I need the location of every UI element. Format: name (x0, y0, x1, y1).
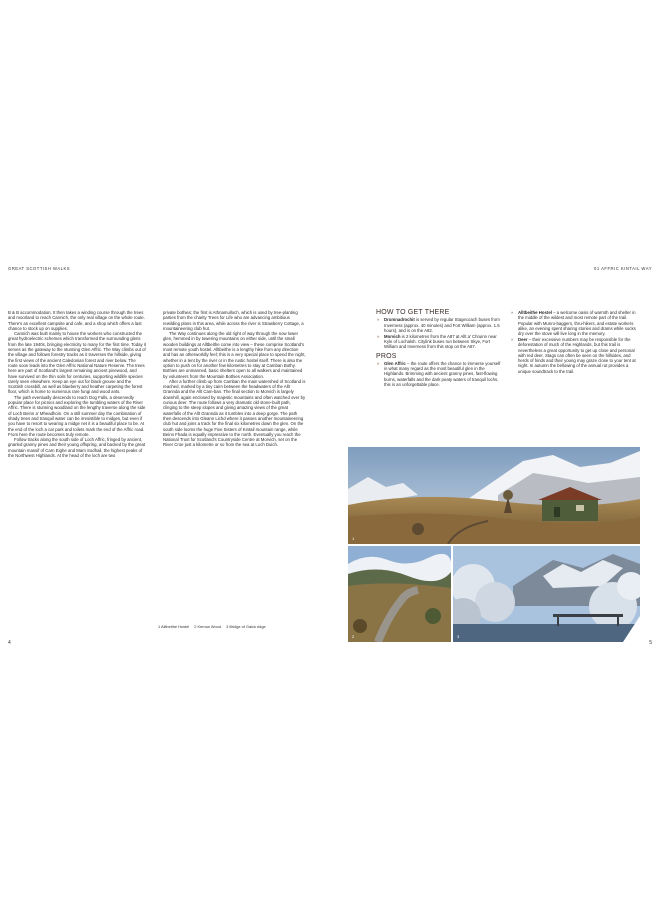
running-head-left: GREAT SCOTTISH WALKS (8, 266, 71, 271)
left-column-1 (8, 310, 146, 458)
paragraph: The Way continues along the old right of way through the now lower glen, hemmed in by towering mountains on either side, until the small wooden buildings at Alltbeithe come into view – these comprise Scotland's most remote youth hostel. Alltbeithe is a lengthy hike from any direction and has an otherworldly feel; this is a very special place to spend the night, whether in a tent by the river or in the rustic hostel itself. There is also the option to push on for another few kilometres to stay at Camban Bothy. Bothies are unmanned, basic shelters open to all walkers and maintained by volunteers from the Mountain Bothies Association. (163, 331, 306, 379)
hostel-landscape-image (348, 447, 640, 544)
photo-captions (158, 624, 270, 629)
list-item: » Deer – their excessive numbers may be responsible for the deforestation of much of the Highlands, but this trail is nevertheless a great opportunity to get up close and personal with red deer. Stags can often be seen on the hillsides, and herds of hinds and their young may graze close to your tent at night. In autumn the bellowing of the annual rut provides a unique soundtrack to the trail. (510, 337, 640, 374)
paragraph: Follow tracks along the south side of Loch Affric, fringed by ancient, gnarled granny pines and their young offspring, and backed by the great mountain massif of Carn Eighe and Mam Sodhail, the highest peaks of the Northwest Highlands. At the head of the loch are two (8, 437, 146, 459)
paragraph: The path eventually descends to reach Dog Falls, a deservedly popular place for picnics and exploring the tumbling waters of the River Affric. There is stunning woodland on the lengthy traverse along the side of Loch Beinn a' Mheadhoin. On a still summer day the combination of shady trees and tranquil water can be irresistible to midges, but even if you have to resort to wearing a midge net it is a beautiful place to be. At the end of the loch a car park and toilets mark the end of the Affric road. From here the route becomes truly remote. (8, 394, 146, 437)
paragraph: After a further climb up from Camban the main watershed of Scotland is reached, marked by a tiny cairn between the headwaters of the Allt Grannda and the Allt Cam-ban. The final section to Morvich is largely downhill, again enclosed by majestic mountains and often watched over by curious deer. The route follows a very dramatic old stone-built path, clinging to the steep slopes and giving amazing views of the great waterfalls of the Allt Grannda as it tumbles into a deep gorge. The path then descends into Gleann Lichd where it passes another mountaineering club hut and joins a track for the final six kilometres down the glen. On the south side looms the huge Five Sisters of Kintail mountain range, while Beinn Fhada is equally impressive to the north. Eventually you reach the National Trust for Scotland's Countryside Centre at Morvich, set on the River Croe just a kilometre or so from the sea at Loch Duich. (163, 378, 306, 448)
pros-list-continued (510, 310, 640, 374)
pros-list (376, 361, 504, 387)
list-item: » Morvich is 2 kilometres from the A87 at Allt a' Chruinn near Kyle of Lochalsh. Citylink buses run between Skye, Fort William and Inverness from this stop on the A87. (376, 334, 504, 350)
list-item: » Alltbeithe Hostel – a welcome oasis of warmth and shelter in the middle of the wildest and most remote part of the trail. Popular with Munro-baggers, thru-hikers, and estate workers alike, an evening spent sharing stories and drams while socks dry over the stove will live long in the memory. (510, 310, 640, 336)
running-head-right: 01 AFFRIC KINTAIL WAY (594, 266, 652, 271)
right-page (330, 0, 660, 900)
pros-heading: PROS (376, 352, 397, 360)
photo-alltbeithe-hostel (348, 447, 640, 544)
photo-kerrow-wood (348, 546, 451, 642)
list-item: » Drumnadrochit is served by regular Stagecoach buses from Inverness (approx. 40 minutes) and Fort William (approx. 1.5 hours), and is on the A82. (376, 317, 504, 333)
how-list (376, 317, 504, 349)
photo-bridge (453, 546, 640, 642)
photo-number: 1 (352, 536, 355, 541)
info-column-1 (376, 310, 504, 391)
list-item: » Glen Affric – the route offers the chance to immerse yourself in what many regard as the most beautiful glen in the Highlands. Brimming with ancient granny pines, fast-flowing burns, waterfalls and the dark peaty waters of tranquil lochs, this is an unforgettable place. (376, 361, 504, 387)
caption-1: 1 Alltbeithe Hostel (158, 624, 190, 629)
photo-number: 2 (352, 634, 355, 639)
folio-right: 5 (649, 640, 652, 646)
folio-left: 4 (8, 640, 11, 646)
path-landscape-image (348, 546, 451, 642)
caption-3: 3 Bridge of Gaick ridge (226, 624, 266, 629)
photo-number: 3 (457, 634, 460, 639)
paragraph: B & B accommodation. It then takes a winding course through the trees and moorland to reach Cannich, the only real village on the whole route. There's an excellent campsite and cafe, and a shop which offers a last chance to stock up on supplies. (8, 310, 145, 331)
paragraph: private bothies; the first is Athnamulloch, which is used by tree-planting parties from the charity Trees for Life who are advancing ambitious rewilding plans in this area, while across the river is Strawberry Cottage, a mountaineering club hut. (163, 310, 304, 331)
frosted-bridge-image (453, 546, 640, 642)
how-to-get-there-heading: HOW TO GET THERE (376, 309, 450, 316)
info-column-2 (510, 310, 640, 378)
caption-2: 2 Kerrow Wood (194, 624, 221, 629)
paragraph: Cannich was built mainly to house the workers who constructed the great hydroelectric schemes which transformed the surrounding glens from the late 1940s, bringing electricity to many for the first time. Today it serves as the gateway to the stunning Glen Affric. The Way climbs out of the village and follows forestry tracks as it traverses the hillside, giving the first views of the ancient Caledonian forest and river below. The route soon leads into the Glen Affric National Nature Reserve. The trees here are part of Scotland's largest remaining ancient pinewood, and have survived on the thin soils for centuries, supporting wildlife species rarely seen elsewhere. Keep an eye out for black grouse and the Scottish crossbill, as well as blaeberry and heather carpeting the forest floor, which is home to numerous rare fungi and wood ants. (8, 331, 146, 395)
left-column-2 (163, 310, 306, 448)
